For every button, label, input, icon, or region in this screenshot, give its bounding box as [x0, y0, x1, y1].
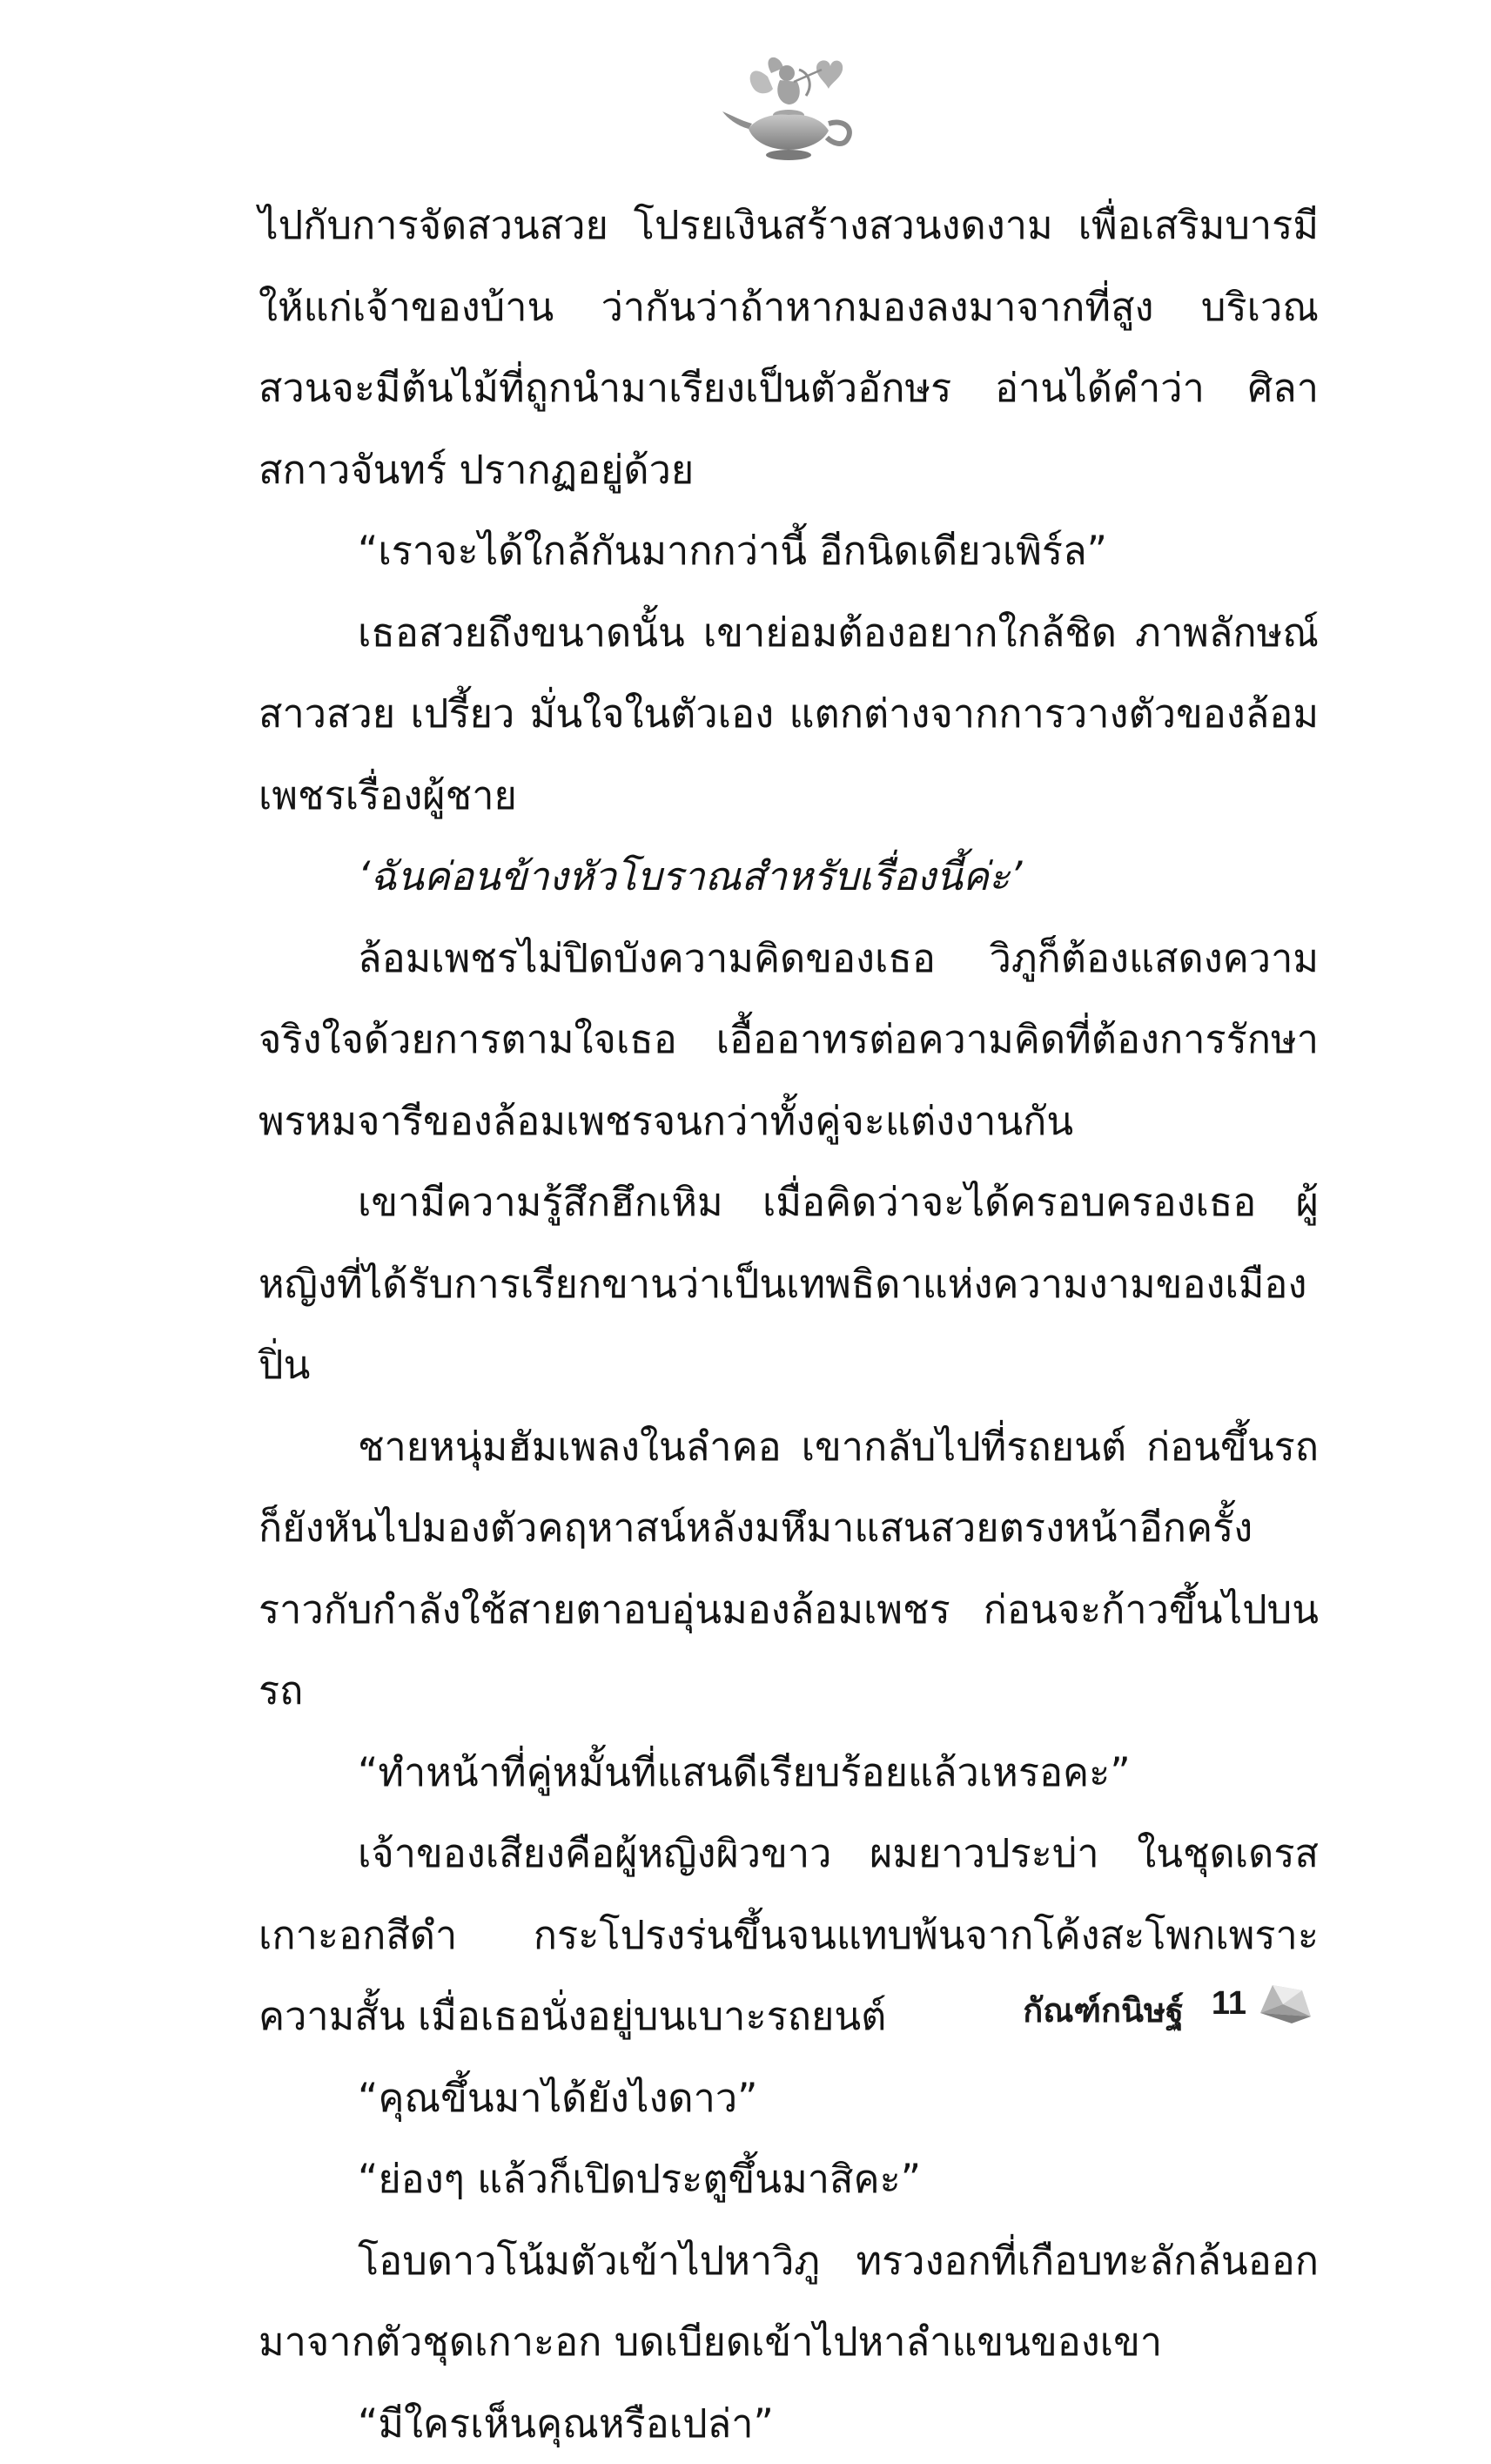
paragraph-7: ชายหนุ่มฮัมเพลงในลำคอ เขากลับไปที่รถยนต์ ก่อนขึ้นรถก็ยังหันไปมองตัวคฤหาสน์หลังมหึมาแสนสวยตรงหน้าอีกครั้ง ราวกับกำลังใช้สายตาอบอุ่นมองล้อมเพชร ก่อนจะก้าวขึ้นไปบนรถ	[259, 1406, 1319, 1732]
paragraph-3: เธอสวยถึงขนาดนั้น เขาย่อมต้องอยากใกล้ชิด ภาพลักษณ์สาวสวย เปรี้ยว มั่นใจในตัวเอง แตกต่างจากการวางตัวของล้อมเพชรเรื่องผู้ชาย	[259, 592, 1319, 837]
paragraph-6: เขามีความรู้สึกฮึกเหิม เมื่อคิดว่าจะได้ครอบครองเธอ ผู้หญิงที่ได้รับการเรียกขานว่าเป็นเทพธิดาแห่งความงามของเมืองปิ่น	[259, 1161, 1319, 1406]
paragraph-4: ‘ฉันค่อนข้างหัวโบราณสำหรับเรื่องนี้ค่ะ’	[259, 836, 1319, 918]
page-footer	[1001, 1971, 1332, 2041]
paragraph-12: โอบดาวโน้มตัวเข้าไปหาวิภู ทรวงอกที่เกือบทะลักล้นออกมาจากตัวชุดเกาะอก บดเบียดเข้าไปหาลำแขนของเขา	[259, 2220, 1319, 2383]
paragraph-13: “มีใครเห็นคุณหรือเปล่า”	[259, 2383, 1319, 2464]
page-number: 11	[1212, 1985, 1246, 2023]
paragraph-9: เจ้าของเสียงคือผู้หญิงผิวขาว ผมยาวประบ่า ในชุดเดรสเกาะอกสีดำ กระโปรงร่นขึ้นจนแทบพ้นจากโค้งสะโพกเพราะความสั้น เมื่อเธอนั่งอยู่บนเบาะรถยนต์	[259, 1813, 1319, 2057]
paragraph-8: “ทำหน้าที่คู่หมั้นที่แสนดีเรียบร้อยแล้วเหรอคะ”	[259, 1732, 1319, 1814]
paragraph-2: “เราจะได้ใกล้กันมากกว่านี้ อีกนิดเดียวเพิร์ล”	[259, 510, 1319, 592]
book-title: กัณฑ์กนิษฐ์	[1023, 1983, 1184, 2037]
paragraph-5: ล้อมเพชรไม่ปิดบังความคิดของเธอ วิภูก็ต้องแสดงความจริงใจด้วยการตามใจเธอ เอื้ออาทรต่อความคิดที่ต้องการรักษาพรหมจารีของล้อมเพชรจนกว่าทั้งคู่จะแต่งงานกัน	[259, 918, 1319, 1162]
cupid-teapot-ornament-icon	[719, 50, 858, 164]
chapter-body	[259, 185, 1319, 2464]
paragraph-1: ไปกับการจัดสวนสวย โปรยเงินสร้างสวนงดงาม เพื่อเสริมบารมีให้แก่เจ้าของบ้าน ว่ากันว่าถ้าหากมองลงมาจากที่สูง บริเวณสวนจะมีต้นไม้ที่ถูกนำมาเรียงเป็นตัวอักษร อ่านได้คำว่า ศิลา สกาวจันทร์ ปรากฏอยู่ด้วย	[259, 185, 1319, 510]
paragraph-10: “คุณขึ้นมาได้ยังไงดาว”	[259, 2057, 1319, 2139]
gem-icon	[1257, 1978, 1314, 2027]
paragraph-11: “ย่องๆ แล้วก็เปิดประตูขึ้นมาสิคะ”	[259, 2138, 1319, 2220]
